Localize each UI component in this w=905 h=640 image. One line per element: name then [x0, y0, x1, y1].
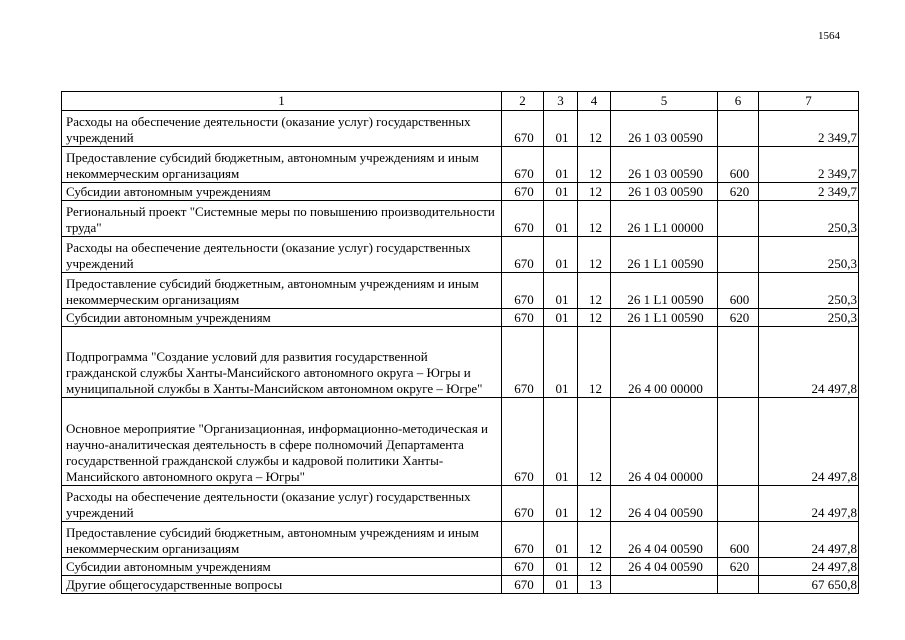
- row-subsection-code: 13: [578, 576, 611, 594]
- row-expense-type: 600: [718, 273, 759, 309]
- row-target-article: 26 4 04 00000: [611, 398, 718, 486]
- row-admin-code: 670: [502, 576, 544, 594]
- row-name: Предоставление субсидий бюджетным, автономным учреждениям и иным некоммерческим организациям: [62, 147, 502, 183]
- row-name: Субсидии автономным учреждениям: [62, 558, 502, 576]
- row-section-code: 01: [544, 309, 578, 327]
- row-admin-code: 670: [502, 183, 544, 201]
- row-amount: 2 349,7: [759, 111, 859, 147]
- row-section-code: 01: [544, 558, 578, 576]
- row-target-article: 26 4 00 00000: [611, 327, 718, 398]
- row-admin-code: 670: [502, 201, 544, 237]
- row-admin-code: 670: [502, 398, 544, 486]
- table-row: [62, 398, 859, 486]
- row-expense-type: [718, 398, 759, 486]
- column-header-5: 5: [611, 92, 718, 111]
- row-subsection-code: 12: [578, 486, 611, 522]
- row-section-code: 01: [544, 147, 578, 183]
- row-name: Расходы на обеспечение деятельности (оказание услуг) государственных учреждений: [62, 111, 502, 147]
- table-row: [62, 111, 859, 147]
- row-section-code: 01: [544, 273, 578, 309]
- row-section-code: 01: [544, 201, 578, 237]
- row-subsection-code: 12: [578, 558, 611, 576]
- row-subsection-code: 12: [578, 522, 611, 558]
- row-name: Предоставление субсидий бюджетным, автономным учреждениям и иным некоммерческим организациям: [62, 522, 502, 558]
- row-expense-type: [718, 201, 759, 237]
- row-expense-type: [718, 111, 759, 147]
- row-expense-type: 600: [718, 147, 759, 183]
- row-target-article: 26 1 L1 00590: [611, 237, 718, 273]
- row-subsection-code: 12: [578, 327, 611, 398]
- row-target-article: 26 1 L1 00590: [611, 309, 718, 327]
- row-amount: 24 497,8: [759, 327, 859, 398]
- row-amount: 67 650,8: [759, 576, 859, 594]
- row-name: Субсидии автономным учреждениям: [62, 309, 502, 327]
- row-expense-type: 620: [718, 558, 759, 576]
- row-target-article: 26 1 03 00590: [611, 111, 718, 147]
- row-target-article: 26 4 04 00590: [611, 522, 718, 558]
- row-name: Расходы на обеспечение деятельности (оказание услуг) государственных учреждений: [62, 486, 502, 522]
- row-target-article: 26 4 04 00590: [611, 558, 718, 576]
- row-subsection-code: 12: [578, 309, 611, 327]
- column-header-6: 6: [718, 92, 759, 111]
- row-subsection-code: 12: [578, 183, 611, 201]
- row-admin-code: 670: [502, 111, 544, 147]
- row-subsection-code: 12: [578, 398, 611, 486]
- row-target-article: 26 1 03 00590: [611, 147, 718, 183]
- row-section-code: 01: [544, 183, 578, 201]
- row-target-article: 26 1 L1 00000: [611, 201, 718, 237]
- row-target-article: 26 1 L1 00590: [611, 273, 718, 309]
- row-expense-type: 600: [718, 522, 759, 558]
- row-section-code: 01: [544, 486, 578, 522]
- row-amount: 250,3: [759, 201, 859, 237]
- row-name: Подпрограмма "Создание условий для развития государственной гражданской службы Ханты-Мансийского автономного округа – Югры и муниципальной службы в Ханты-Мансийском автономном округе – Югре": [62, 327, 502, 398]
- header-row: [62, 92, 859, 111]
- row-amount: 2 349,7: [759, 147, 859, 183]
- row-expense-type: 620: [718, 183, 759, 201]
- row-target-article: 26 1 03 00590: [611, 183, 718, 201]
- row-name: Расходы на обеспечение деятельности (оказание услуг) государственных учреждений: [62, 237, 502, 273]
- column-header-3: 3: [544, 92, 578, 111]
- row-amount: 2 349,7: [759, 183, 859, 201]
- row-amount: 24 497,8: [759, 486, 859, 522]
- row-name: Предоставление субсидий бюджетным, автономным учреждениям и иным некоммерческим организациям: [62, 273, 502, 309]
- row-admin-code: 670: [502, 309, 544, 327]
- row-section-code: 01: [544, 237, 578, 273]
- row-admin-code: 670: [502, 147, 544, 183]
- row-expense-type: [718, 576, 759, 594]
- row-target-article: [611, 576, 718, 594]
- row-target-article: 26 4 04 00590: [611, 486, 718, 522]
- row-subsection-code: 12: [578, 147, 611, 183]
- row-expense-type: [718, 486, 759, 522]
- row-name: Региональный проект "Системные меры по повышению производительности труда": [62, 201, 502, 237]
- page-number: 1564: [818, 30, 840, 42]
- table-body: [62, 111, 859, 594]
- table-row: [62, 486, 859, 522]
- row-section-code: 01: [544, 522, 578, 558]
- row-expense-type: 620: [718, 309, 759, 327]
- table-row: [62, 522, 859, 558]
- row-name: Другие общегосударственные вопросы: [62, 576, 502, 594]
- row-admin-code: 670: [502, 522, 544, 558]
- row-amount: 24 497,8: [759, 398, 859, 486]
- row-admin-code: 670: [502, 558, 544, 576]
- row-amount: 24 497,8: [759, 522, 859, 558]
- row-subsection-code: 12: [578, 201, 611, 237]
- table-row: [62, 183, 859, 201]
- row-expense-type: [718, 327, 759, 398]
- budget-table: [61, 91, 859, 594]
- column-header-7: 7: [759, 92, 859, 111]
- column-header-2: 2: [502, 92, 544, 111]
- table-row: [62, 237, 859, 273]
- row-subsection-code: 12: [578, 237, 611, 273]
- table-row: [62, 273, 859, 309]
- row-admin-code: 670: [502, 486, 544, 522]
- table-row: [62, 201, 859, 237]
- row-admin-code: 670: [502, 237, 544, 273]
- table-row: [62, 558, 859, 576]
- row-name: Основное мероприятие "Организационная, информационно-методическая и научно-аналитическая деятельность в сфере полномочий Департамента государственной гражданской службы и кадровой политики Ханты-Мансийского автономного округа – Югры": [62, 398, 502, 486]
- row-subsection-code: 12: [578, 111, 611, 147]
- row-name: Субсидии автономным учреждениям: [62, 183, 502, 201]
- column-header-1: 1: [62, 92, 502, 111]
- column-header-4: 4: [578, 92, 611, 111]
- row-section-code: 01: [544, 327, 578, 398]
- row-section-code: 01: [544, 111, 578, 147]
- row-expense-type: [718, 237, 759, 273]
- row-amount: 250,3: [759, 273, 859, 309]
- row-amount: 24 497,8: [759, 558, 859, 576]
- row-admin-code: 670: [502, 273, 544, 309]
- row-amount: 250,3: [759, 309, 859, 327]
- table-row: [62, 327, 859, 398]
- table-row: [62, 576, 859, 594]
- row-section-code: 01: [544, 576, 578, 594]
- table-row: [62, 147, 859, 183]
- row-subsection-code: 12: [578, 273, 611, 309]
- row-admin-code: 670: [502, 327, 544, 398]
- row-amount: 250,3: [759, 237, 859, 273]
- table-row: [62, 309, 859, 327]
- row-section-code: 01: [544, 398, 578, 486]
